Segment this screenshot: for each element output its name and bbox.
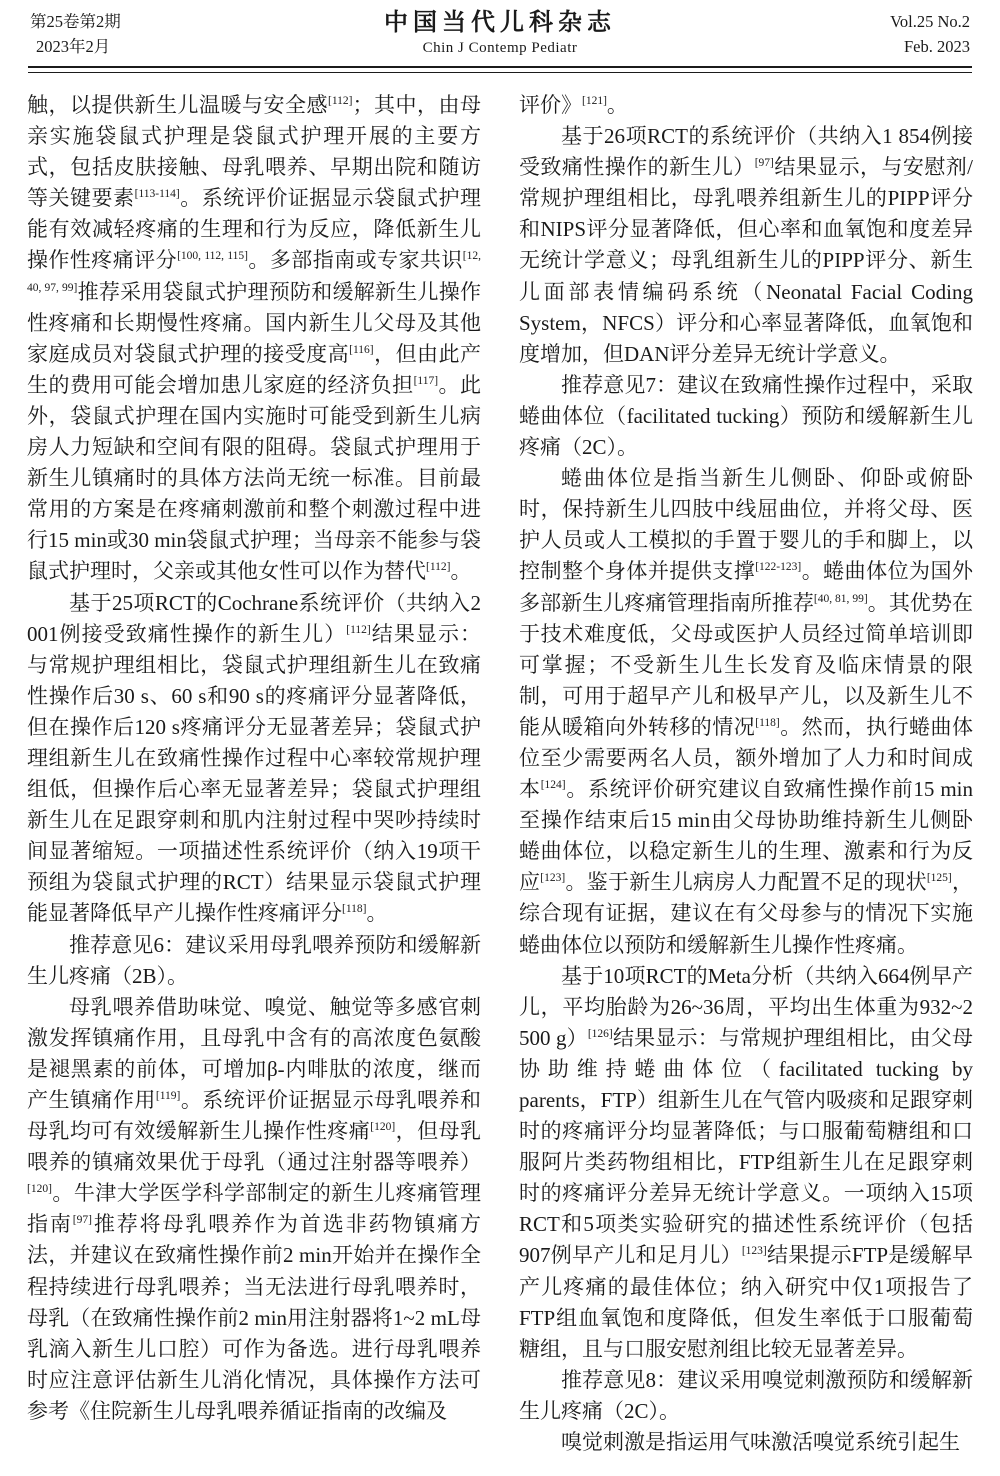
citation-ref: [125] xyxy=(926,872,952,885)
citation-ref: [112] xyxy=(426,561,451,574)
citation-ref: [124] xyxy=(540,779,566,792)
citation-ref: [123] xyxy=(741,1245,767,1258)
issue-info-en xyxy=(770,9,970,59)
citation-ref: [112] xyxy=(328,95,353,107)
left-column xyxy=(27,90,481,1458)
citation-ref: [118] xyxy=(342,903,367,916)
issue-info-cn xyxy=(30,9,230,59)
issue-date-cn: 2023年2月 xyxy=(36,37,111,56)
journal-title-block xyxy=(230,9,770,59)
citation-ref: [123] xyxy=(540,872,566,885)
issue-volume-cn: 第25卷第2期 xyxy=(30,12,121,31)
citation-ref: [119] xyxy=(155,1090,181,1102)
citation-ref: [100, 112, 115] xyxy=(177,250,248,263)
citation-ref: [112] xyxy=(346,623,371,636)
recommendation-paragraph: 推荐意见6：建议采用母乳喂养预防和缓解新生儿疼痛（2B）。 xyxy=(27,932,481,988)
paragraph: 蜷曲体位是指当新生儿侧卧、仰卧或俯卧时，保持新生儿四肢中线屈曲位，并将父母、医护人员或人工模拟的手置于婴儿的手和脚上，以控制整个身体并提供支撑[122-123]。蜷曲体位为国外多部新生儿疼痛管理指南所推荐[40, 81, 99]。其优势在于技术难度低，父母或医护人员经过简单培训即可掌握；不受新生儿生长发育及临床情景的限制，可用于超早产儿和极早产儿，以及新生儿不能从暖箱向外转移的情况[118]。然而，执行蜷曲体位至少需要两名人员，额外增加了人力和时间成本[124]。系统评价研究建议自致痛性操作前15 min至操作结束后15 min由父母协助维持新生儿侧卧蜷曲体位，以稳定新生儿的生理、激素和行为反应[123]。鉴于新生儿病房人力配置不足的现状[125]，综合现有证据，建议在有父母参与的情况下实施蜷曲体位以预防和缓解新生儿操作性疼痛。 xyxy=(519,466,974,957)
citation-ref: [117] xyxy=(413,374,439,387)
recommendation-paragraph: 推荐意见8：建议采用嗅觉刺激预防和缓解新生儿疼痛（2C）。 xyxy=(519,1367,973,1423)
right-column xyxy=(519,90,973,1458)
citation-ref: [12, 40, 97, 99] xyxy=(27,250,482,294)
paragraph: 基于26项RCT的系统评价（共纳入1 854例接受致痛性操作的新生儿）[97]结果显示，与安慰剂/常规护理组相比，母乳喂养组新生儿的PIPP评分和NIPS评分显著降低，但心率和血氧饱和度差异无统计学意义；母乳组新生儿的PIPP评分、新生儿面部表情编码系统（Neonatal Facial Coding System，NFCS）评分和心率显著降低，血氧饱和度增加，但DAN评分差异无统计学意义。 xyxy=(519,124,974,366)
recommendation-paragraph: 推荐意见7：建议在致痛性操作过程中，采取蜷曲体位（facilitated tucking）预防和缓解新生儿疼痛（2C）。 xyxy=(519,372,973,460)
journal-title-en: Chin J Contemp Pediatr xyxy=(422,40,578,56)
paragraph: 嗅觉刺激是指运用气味激活嗅觉系统引起生 xyxy=(561,1430,960,1455)
paragraph: 母乳喂养借助味觉、嗅觉、触觉等多感官刺激发挥镇痛作用，且母乳中含有的高浓度色氨酸是褪黑素的前体，可增加β-内啡肽的浓度，继而产生镇痛作用[119]。系统评价证据显示母乳喂养和母乳均可有效缓解新生儿操作性疼痛[120]，但母乳喂养的镇痛效果优于母乳（通过注射器等喂养）[120]。牛津大学医学科学部制定的新生儿疼痛管理指南[97]推荐将母乳喂养作为首选非药物镇痛方法，并建议在致痛性操作前2 min开始并在操作全程持续进行母乳喂养；当无法进行母乳喂养时，母乳（在致痛性操作前2 min用注射器将1~2 mL母乳滴入新生儿口腔）可作为备选。进行母乳喂养时应注意评估新生儿消化情况，具体操作方法可参考《住院新生儿母乳喂养循证指南的改编及 xyxy=(27,994,482,1423)
citation-ref: [120] xyxy=(27,1183,52,1196)
citation-ref: [116] xyxy=(349,343,374,356)
citation-ref: [118] xyxy=(755,716,780,729)
paragraph: 评价》[121]。 xyxy=(519,93,628,117)
citation-ref: [113-114] xyxy=(134,188,180,201)
header-divider xyxy=(28,66,972,73)
journal-title-cn: 中国当代儿科杂志 xyxy=(384,10,616,36)
citation-ref: [97] xyxy=(754,157,774,170)
article-body xyxy=(0,73,1000,1458)
citation-ref: [126] xyxy=(587,1027,613,1040)
citation-ref: [122-123] xyxy=(755,561,802,574)
citation-ref: [40, 81, 99] xyxy=(813,592,868,605)
citation-ref: [120] xyxy=(370,1121,396,1134)
paragraph: 触，以提供新生儿温暖与安全感[112]；其中，由母亲实施袋鼠式护理是袋鼠式护理开展的主要方式，包括皮肤接触、母乳喂养、早期出院和随访等关键要素[113-114]。系统评价证据显示袋鼠式护理能有效减轻疼痛的生理和行为反应，降低新生儿操作性疼痛评分[100, 112, 115]。多部指南或专家共识[12, 40, 97, 99]推荐采用袋鼠式护理预防和缓解新生儿操作性疼痛和长期慢性疼痛。国内新生儿父母及其他家庭成员对袋鼠式护理的接受度高[116]，但由此产生的费用可能会增加患儿家庭的经济负担[117]。此外，袋鼠式护理在国内实施时可能受到新生儿病房人力短缺和空间有限的阻碍。袋鼠式护理用于新生儿镇痛时的具体方法尚无统一标准。目前最常用的方案是在疼痛刺激前和整个刺激过程中进行15 min或30 min袋鼠式护理；当母亲不能参与袋鼠式护理时，父亲或其他女性可以作为替代[112]。 xyxy=(27,93,482,584)
paragraph: 基于10项RCT的Meta分析（共纳入664例早产儿，平均胎龄为26~36周，平均出生体重为932~2 500 g）[126]结果显示：与常规护理组相比，由父母协助维持蜷曲体位（facilitated tucking by parents，FTP）组新生儿在气管内吸痰和足跟穿刺时的疼痛评分均显著降低；与口服葡萄糖组和口服阿片类药物组相比，FTP组新生儿在足跟穿刺时的疼痛评分差异无统计学意义。一项纳入15项RCT和5项类实验研究的描述性系统评价（包括907例早产儿和足月儿）[123]结果提示FTP是缓解早产儿疼痛的最佳体位；纳入研究中仅1项报告了FTP组血氧饱和度降低，但发生率低于口服葡萄糖组，且与口服安慰剂组比较无显著差异。 xyxy=(519,963,974,1361)
citation-ref: [121] xyxy=(582,95,607,107)
issue-date-en: Feb. 2023 xyxy=(904,37,970,56)
journal-header xyxy=(0,0,1000,64)
citation-ref: [97] xyxy=(72,1214,92,1227)
issue-volume-en: Vol.25 No.2 xyxy=(890,12,970,31)
paragraph: 基于25项RCT的Cochrane系统评价（共纳入2 001例接受致痛性操作的新生儿）[112]结果显示：与常规护理组相比，袋鼠式护理组新生儿在致痛性操作后30 s、60 s和90 s的疼痛评分显著降低，但在操作后120 s疼痛评分无显著差异；袋鼠式护理组新生儿在致痛性操作过程中心率较常规护理组低，但操作后心率无显著差异；袋鼠式护理组新生儿在足跟穿刺和肌内注射过程中哭吵持续时间显著缩短。一项描述性系统评价（纳入19项干预组为袋鼠式护理的RCT）结果显示袋鼠式护理能显著降低早产儿操作性疼痛评分[118]。 xyxy=(27,590,482,926)
